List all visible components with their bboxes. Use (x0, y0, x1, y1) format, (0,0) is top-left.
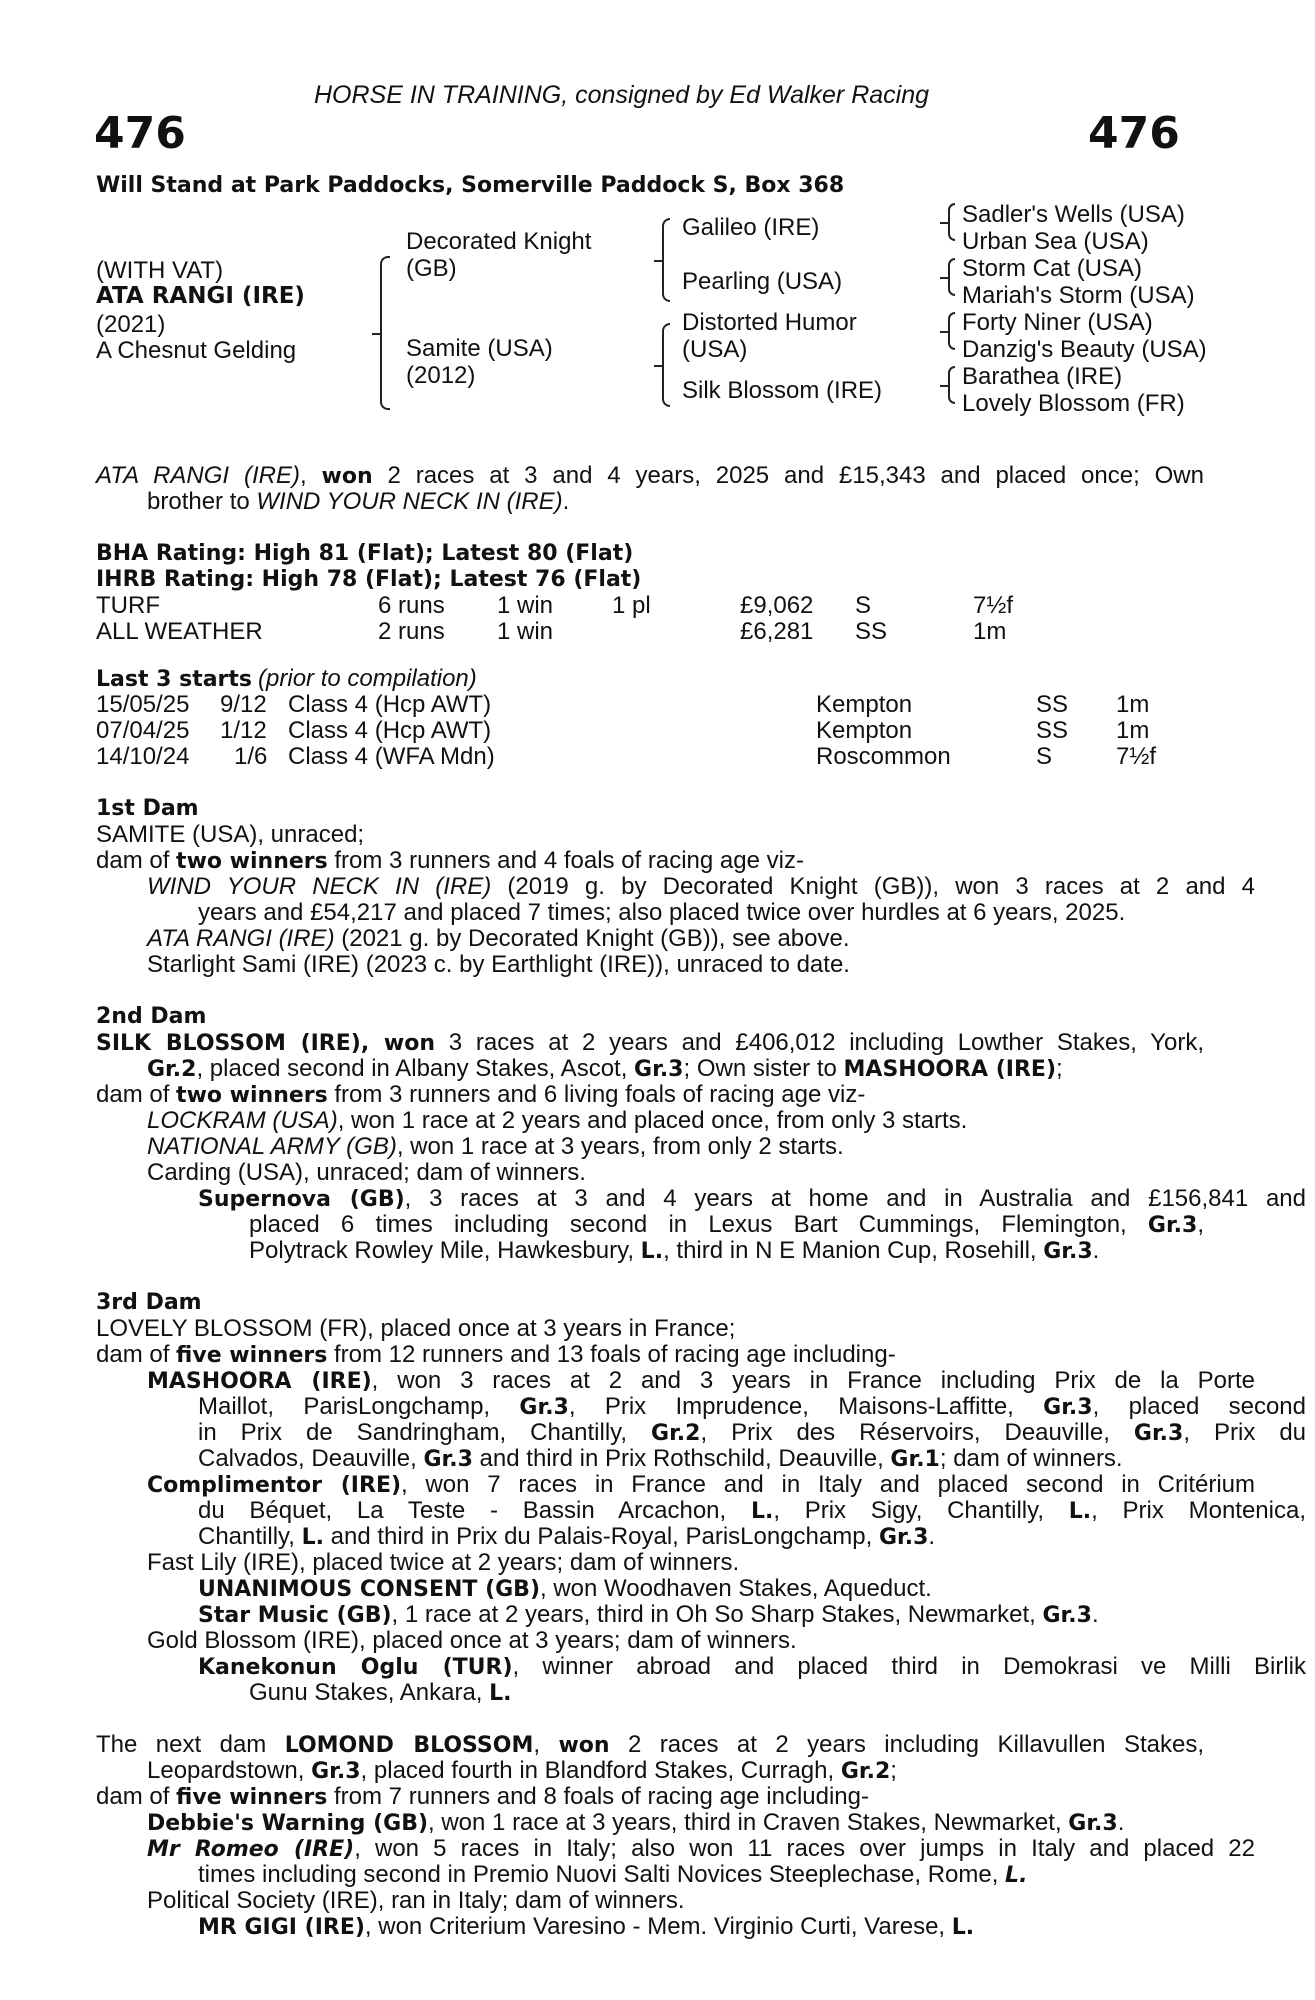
start-1-course: Kempton (816, 691, 913, 718)
ped-ddd: Lovely Blossom (FR) (962, 390, 1185, 417)
turf-going: S (855, 592, 872, 619)
dam3-line: UNANIMOUS CONSENT (GB), won Woodhaven Stakes, Aqueduct. (198, 1575, 932, 1602)
aw-prize: £6,281 (740, 618, 814, 645)
aw-going: SS (855, 618, 888, 645)
dam3-line: Complimentor (IRE), won 7 races in France and in Italy and placed second in Critérium (147, 1471, 1255, 1498)
dam3-line: Fast Lily (IRE), placed twice at 2 years; dam of winners. (147, 1549, 740, 1576)
dam1-line: SAMITE (USA), unraced; (96, 821, 365, 848)
sire-dam: Pearling (USA) (682, 268, 843, 295)
last-3-starts-heading: Last 3 starts (prior to compilation) (96, 665, 477, 692)
dam3-line: MASHOORA (IRE), won 3 races at 2 and 3 years in France including Prix de la Porte (147, 1367, 1255, 1394)
start-3-going: S (1036, 743, 1053, 770)
ped-dsd: Danzig's Beauty (USA) (962, 336, 1207, 363)
ped-ssd: Urban Sea (USA) (962, 228, 1149, 255)
bha-rating: BHA Rating: High 81 (Flat); Latest 80 (Flat) (96, 541, 634, 566)
start-2-date: 07/04/25 (96, 717, 190, 744)
turf-placed: 1 pl (612, 592, 651, 619)
dam-name: Samite (USA) (406, 335, 553, 362)
lot-number-right: 476 (1088, 108, 1180, 159)
start-3-course: Roscommon (816, 743, 951, 770)
pedigree-brace-4 (948, 366, 955, 404)
dam3-line: Calvados, Deauville, Gr.3 and third in Prix Rothschild, Deauville, Gr.1; dam of winners. (198, 1445, 1123, 1472)
pedigree-brace-2 (948, 258, 955, 296)
nextdam-line: Political Society (IRE), ran in Italy; dam of winners. (147, 1887, 685, 1914)
nextdam-line: The next dam LOMOND BLOSSOM, won 2 races at 2 years including Killavullen Stakes, (96, 1731, 1204, 1758)
dam1-line: years and £54,217 and placed 7 times; also placed twice over hurdles at 6 years, 2025. (198, 899, 1126, 926)
turf-wins: 1 win (497, 592, 554, 619)
dam1-line: ATA RANGI (IRE) (2021 g. by Decorated Knight (GB)), see above. (147, 925, 850, 952)
start-3-position: 1/6 (234, 743, 268, 770)
start-1-race: Class 4 (Hcp AWT) (288, 691, 492, 718)
summary-line-1: ATA RANGI (IRE), won 2 races at 3 and 4 years, 2025 and £15,343 and placed once; Own (96, 462, 1204, 489)
pedigree-brace-dam (662, 323, 670, 407)
summary-line-2: brother to WIND YOUR NECK IN (IRE). (147, 488, 570, 515)
nextdam-line: dam of five winners from 7 runners and 8 foals of racing age including- (96, 1783, 869, 1810)
turf-runs: 6 runs (378, 592, 445, 619)
dam3-line: du Béquet, La Teste - Bassin Arcachon, L., Prix Sigy, Chantilly, L., Prix Montenica, (198, 1497, 1306, 1524)
dam3-line: dam of five winners from 12 runners and 13 foals of racing age including- (96, 1341, 896, 1368)
vat-note: (WITH VAT) (96, 257, 224, 284)
dam-dam: Silk Blossom (IRE) (682, 377, 883, 404)
dam1-line: dam of two winners from 3 runners and 4 foals of racing age viz- (96, 847, 804, 874)
sire-name: Decorated Knight (406, 228, 592, 255)
nextdam-line: Mr Romeo (IRE), won 5 races in Italy; also won 11 races over jumps in Italy and placed 22 (147, 1835, 1255, 1862)
dam3-line: in Prix de Sandringham, Chantilly, Gr.2, Prix des Réservoirs, Deauville, Gr.3, Prix du (198, 1419, 1307, 1446)
dam3-line: Gold Blossom (IRE), placed once at 3 years; dam of winners. (147, 1627, 797, 1654)
stand-location: Will Stand at Park Paddocks, Somerville Paddock S, Box 368 (96, 173, 845, 198)
aw-runs: 2 runs (378, 618, 445, 645)
dam2-line: dam of two winners from 3 runners and 6 living foals of racing age viz- (96, 1081, 866, 1108)
dam2-line: placed 6 times including second in Lexus Bart Cummings, Flemington, Gr.3, (249, 1211, 1204, 1238)
start-1-going: SS (1036, 691, 1069, 718)
start-1-date: 15/05/25 (96, 691, 190, 718)
pedigree-brace-1 (948, 203, 955, 241)
turf-distance: 7½f (973, 592, 1014, 619)
ped-sss: Sadler's Wells (USA) (962, 201, 1185, 228)
horse-year: (2021) (96, 311, 166, 338)
turf-surface: TURF (96, 592, 160, 619)
lot-number-left: 476 (94, 108, 186, 159)
aw-distance: 1m (973, 618, 1007, 645)
start-2-position: 1/12 (220, 717, 267, 744)
nextdam-line: MR GIGI (IRE), won Criterium Varesino - Mem. Virginio Curti, Varese, L. (198, 1913, 975, 1940)
dam3-line: Chantilly, L. and third in Prix du Palais-Royal, ParisLongchamp, Gr.3. (198, 1523, 936, 1550)
sire-origin: (GB) (406, 255, 457, 282)
nextdam-line: Debbie's Warning (GB), won 1 race at 3 years, third in Craven Stakes, Newmarket, Gr.3. (147, 1809, 1125, 1836)
start-3-race: Class 4 (WFA Mdn) (288, 743, 495, 770)
pedigree-brace-sire (662, 218, 670, 302)
nextdam-line: Leopardstown, Gr.3, placed fourth in Blandford Stakes, Curragh, Gr.2; (147, 1757, 897, 1784)
start-2-course: Kempton (816, 717, 913, 744)
dam1-line: Starlight Sami (IRE) (2023 c. by Earthlight (IRE)), unraced to date. (147, 951, 850, 978)
aw-wins: 1 win (497, 618, 554, 645)
nextdam-line: times including second in Premio Nuovi Salti Novices Steeplechase, Rome, L. (198, 1861, 1028, 1888)
dam2-line: Polytrack Rowley Mile, Hawkesbury, L., third in N E Manion Cup, Rosehill, Gr.3. (249, 1237, 1100, 1264)
dam3-heading: 3rd Dam (96, 1290, 202, 1315)
dam1-line: WIND YOUR NECK IN (IRE) (2019 g. by Decorated Knight (GB)), won 3 races at 2 and 4 (147, 873, 1255, 900)
sire-sire: Galileo (IRE) (682, 214, 820, 241)
dam3-line: Kanekonun Oglu (TUR), winner abroad and placed third in Demokrasi ve Milli Birlik (198, 1653, 1306, 1680)
horse-name: ATA RANGI (IRE) (96, 283, 305, 309)
dam2-heading: 2nd Dam (96, 1004, 207, 1029)
start-2-distance: 1m (1116, 717, 1150, 744)
turf-prize: £9,062 (740, 592, 814, 619)
ped-sdd: Mariah's Storm (USA) (962, 282, 1195, 309)
dam2-line: Gr.2, placed second in Albany Stakes, Ascot, Gr.3; Own sister to MASHOORA (IRE); (147, 1055, 1063, 1082)
consignor-line: HORSE IN TRAINING, consigned by Ed Walker Racing (314, 81, 930, 109)
aw-surface: ALL WEATHER (96, 618, 263, 645)
dam-year: (2012) (406, 362, 476, 389)
dam-sire: Distorted Humor (682, 309, 857, 336)
start-1-position: 9/12 (220, 691, 267, 718)
dam2-line: Supernova (GB), 3 races at 3 and 4 years at home and in Australia and £156,841 and (198, 1185, 1306, 1212)
start-3-date: 14/10/24 (96, 743, 190, 770)
ped-sds: Storm Cat (USA) (962, 255, 1143, 282)
horse-description: A Chesnut Gelding (96, 337, 297, 364)
dam3-line: Star Music (GB), 1 race at 2 years, third in Oh So Sharp Stakes, Newmarket, Gr.3. (198, 1601, 1099, 1628)
dam1-heading: 1st Dam (96, 796, 199, 821)
ped-dds: Barathea (IRE) (962, 363, 1123, 390)
dam-sire-origin: (USA) (682, 336, 748, 363)
dam2-line: Carding (USA), unraced; dam of winners. (147, 1159, 586, 1186)
dam3-line: LOVELY BLOSSOM (FR), placed once at 3 years in France; (96, 1315, 736, 1342)
start-2-race: Class 4 (Hcp AWT) (288, 717, 492, 744)
dam2-line: SILK BLOSSOM (IRE), won 3 races at 2 years and £406,012 including Lowther Stakes, York, (96, 1029, 1204, 1056)
dam2-line: NATIONAL ARMY (GB), won 1 race at 3 years, from only 2 starts. (147, 1133, 844, 1160)
start-3-distance: 7½f (1116, 743, 1157, 770)
ped-dss: Forty Niner (USA) (962, 309, 1153, 336)
pedigree-brace-3 (948, 312, 955, 350)
start-1-distance: 1m (1116, 691, 1150, 718)
start-2-going: SS (1036, 717, 1069, 744)
dam2-line: LOCKRAM (USA), won 1 race at 2 years and placed once, from only 3 starts. (147, 1107, 968, 1134)
ihrb-rating: IHRB Rating: High 78 (Flat); Latest 76 (Flat) (96, 567, 642, 592)
dam3-line: Gunu Stakes, Ankara, L. (249, 1679, 512, 1706)
pedigree-brace-main (380, 256, 390, 410)
dam3-line: Maillot, ParisLongchamp, Gr.3, Prix Imprudence, Maisons-Laffitte, Gr.3, placed second (198, 1393, 1306, 1420)
